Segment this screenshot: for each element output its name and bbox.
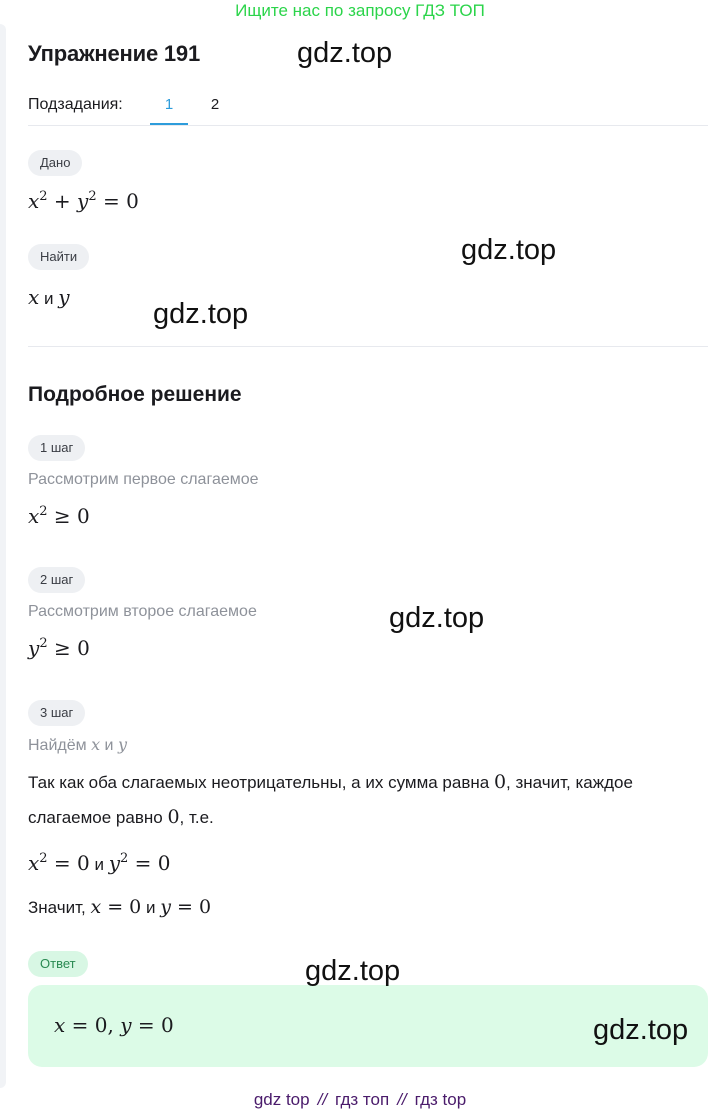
step-3-badge: 3 шаг (28, 700, 85, 726)
step-1-description: Рассмотрим первое слагаемое (28, 471, 259, 488)
watermark: gdz.top (153, 298, 249, 330)
subtask-tab-2[interactable]: 2 (210, 96, 220, 113)
step-3-description: Найдём x и y (28, 735, 127, 754)
footer-link-gdz-top[interactable]: gdz top (253, 1090, 310, 1109)
divider (28, 346, 708, 347)
step-1-math: $x^2 \ge 0$ (28, 504, 90, 528)
solution-title: Подробное решение (28, 383, 242, 406)
exercise-title: Упражнение 191 (28, 41, 200, 66)
watermark: gdz.top (389, 602, 485, 634)
footer-link-gdz-top-ru[interactable]: гдз топ (335, 1090, 390, 1109)
step-3-conclusion: Значит, x = 0 и y = 0 (28, 896, 212, 918)
given-badge: Дано (28, 150, 82, 176)
step-2-math: $y^2 \ge 0$ (28, 636, 90, 660)
answer-badge: Ответ (28, 951, 88, 977)
watermark: gdz.top (305, 955, 401, 987)
find-expression: x и y (28, 285, 70, 309)
step-2-description: Рассмотрим второе слагаемое (28, 603, 257, 620)
left-border (0, 24, 6, 1088)
given-equation: $x^2 + y^2 = 0$ (28, 189, 139, 213)
footer-separator: // (317, 1090, 328, 1109)
find-badge: Найти (28, 244, 89, 270)
subtask-tab-1[interactable]: 1 (164, 96, 174, 113)
step-3-paragraph-line-2: слагаемое равно 0, т.е. (28, 806, 214, 828)
answer-text: x = 0, y = 0 (54, 1013, 174, 1037)
watermark: gdz.top (297, 37, 393, 69)
subtasks-label: Подзадания: (28, 96, 123, 113)
search-banner: Ищите нас по запросу ГДЗ ТОП (235, 1, 485, 20)
step-1-badge: 1 шаг (28, 435, 85, 461)
footer-links (0, 1090, 720, 1110)
step-2-badge: 2 шаг (28, 567, 85, 593)
divider (28, 125, 708, 126)
footer-separator: // (397, 1090, 407, 1109)
step-3-paragraph-line-1: Так как оба слагаемых неотрицательны, а их сумма равна 0, значит, каждое (28, 771, 633, 793)
footer-link-gdz-top-mixed[interactable]: гдз top (414, 1090, 467, 1109)
watermark: gdz.top (593, 1014, 689, 1046)
watermark: gdz.top (461, 234, 557, 266)
step-3-equations: $x^2 = 0$ и $y^2 = 0$ (28, 851, 171, 875)
